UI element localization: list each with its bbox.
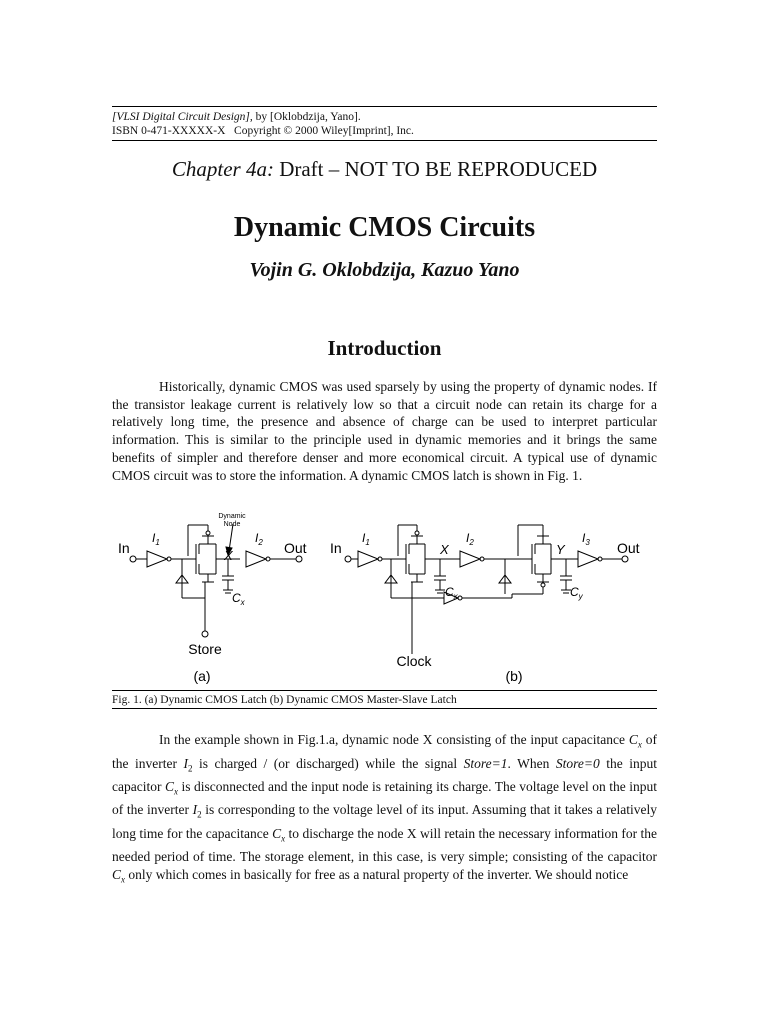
book-byline: by [Oklobdzija, Yano]. bbox=[252, 111, 361, 123]
header-isbn-line: ISBN 0-471-XXXXX-X Copyright © 2000 Wiley[Imprint], Inc. bbox=[112, 125, 414, 137]
caption-bottom-rule bbox=[112, 708, 657, 709]
fig-b-cx-label: $C_x$ bbox=[445, 585, 458, 602]
fig-b-out-label: Out bbox=[617, 540, 640, 557]
book-title: [VLSI Digital Circuit Design], bbox=[112, 111, 253, 123]
fig-b-in-label: In bbox=[330, 540, 342, 557]
page bbox=[112, 106, 657, 889]
header-book-line bbox=[112, 110, 657, 124]
fig-b-i3-label: $I_3$ bbox=[582, 531, 590, 548]
fig-b-panel-label: (b) bbox=[505, 668, 523, 685]
fig-a-cap-label: $C_x$ bbox=[232, 591, 245, 608]
fig-b-clock-label: Clock bbox=[396, 653, 432, 670]
header-bottom-rule bbox=[112, 140, 657, 141]
chapter-heading bbox=[112, 157, 657, 182]
figure-1 bbox=[112, 504, 657, 684]
authors: Vojin G. Oklobdzija, Kazuo Yano bbox=[249, 259, 520, 281]
example-paragraph: In the example shown in Fig.1.a, dynamic node X consisting of the input capacitance $C_x$ of the inverter $I_2$ is charged / (or discharged) while the signal Store=1. When Store=0 the input capacitor $C_x$ is disconnected and the input node is retaining its charge. The voltage level on the input of the inverter $I_2$ is corresponding to the voltage level of its input. Assuming that it takes a relatively long time for the capacitance $C_x$ to discharge the node X will retain the necessary information for the needed period of time. The storage element, in this case, is very simple; consisting of the capacitor $C_x$ only which comes in basically for free as a natural property of the inverter. We should notice bbox=[112, 732, 658, 885]
figure-caption: Fig. 1. (a) Dynamic CMOS Latch (b) Dynamic CMOS Master-Slave Latch bbox=[112, 694, 457, 707]
fig-a-out-label: Out bbox=[284, 540, 307, 557]
fig-b-node-y-label: Y bbox=[556, 542, 565, 558]
fig-b-i2-label: $I_2$ bbox=[466, 531, 474, 548]
chapter-label: Chapter 4a: bbox=[171, 157, 274, 181]
page-title: Dynamic CMOS Circuits bbox=[233, 212, 536, 243]
latch-schematic bbox=[112, 504, 657, 684]
running-header bbox=[112, 107, 657, 140]
fig-a-store-label: Store bbox=[188, 641, 222, 658]
fig-a-annotation-line1: Dynamic bbox=[218, 513, 246, 521]
fig-a-annotation-line2: Node bbox=[223, 521, 241, 529]
fig-b-node-x-label: X bbox=[440, 542, 449, 558]
chapter-draft-notice: Draft – NOT TO BE REPRODUCED bbox=[273, 157, 598, 181]
fig-a-panel-label: (a) bbox=[193, 668, 211, 685]
intro-paragraph: Historically, dynamic CMOS was used sparsely by using the property of dynamic nodes. If the transistor leakage current is relatively low so that a circuit node can retain its charge for a relatively long time, the presence and absence of charge can be used to interpret particular information. This is similar to the principle used in dynamic memories and it brings the same benefits of simpler and therefore denser and more economical circuit. A typical use of dynamic CMOS circuit was to store the information. A dynamic CMOS latch is shown in Fig. 1. bbox=[112, 379, 657, 483]
fig-b-i1-label: $I_1$ bbox=[362, 531, 370, 548]
fig-b-cy-label: $C_y$ bbox=[570, 585, 583, 602]
fig-a-in-label: In bbox=[118, 540, 130, 557]
fig-a-node-x-label: X bbox=[224, 548, 233, 564]
section-heading: Introduction bbox=[327, 336, 442, 360]
fig-a-i2-label: $I_2$ bbox=[255, 531, 263, 548]
fig-a-i1-label: $I_1$ bbox=[152, 531, 160, 548]
